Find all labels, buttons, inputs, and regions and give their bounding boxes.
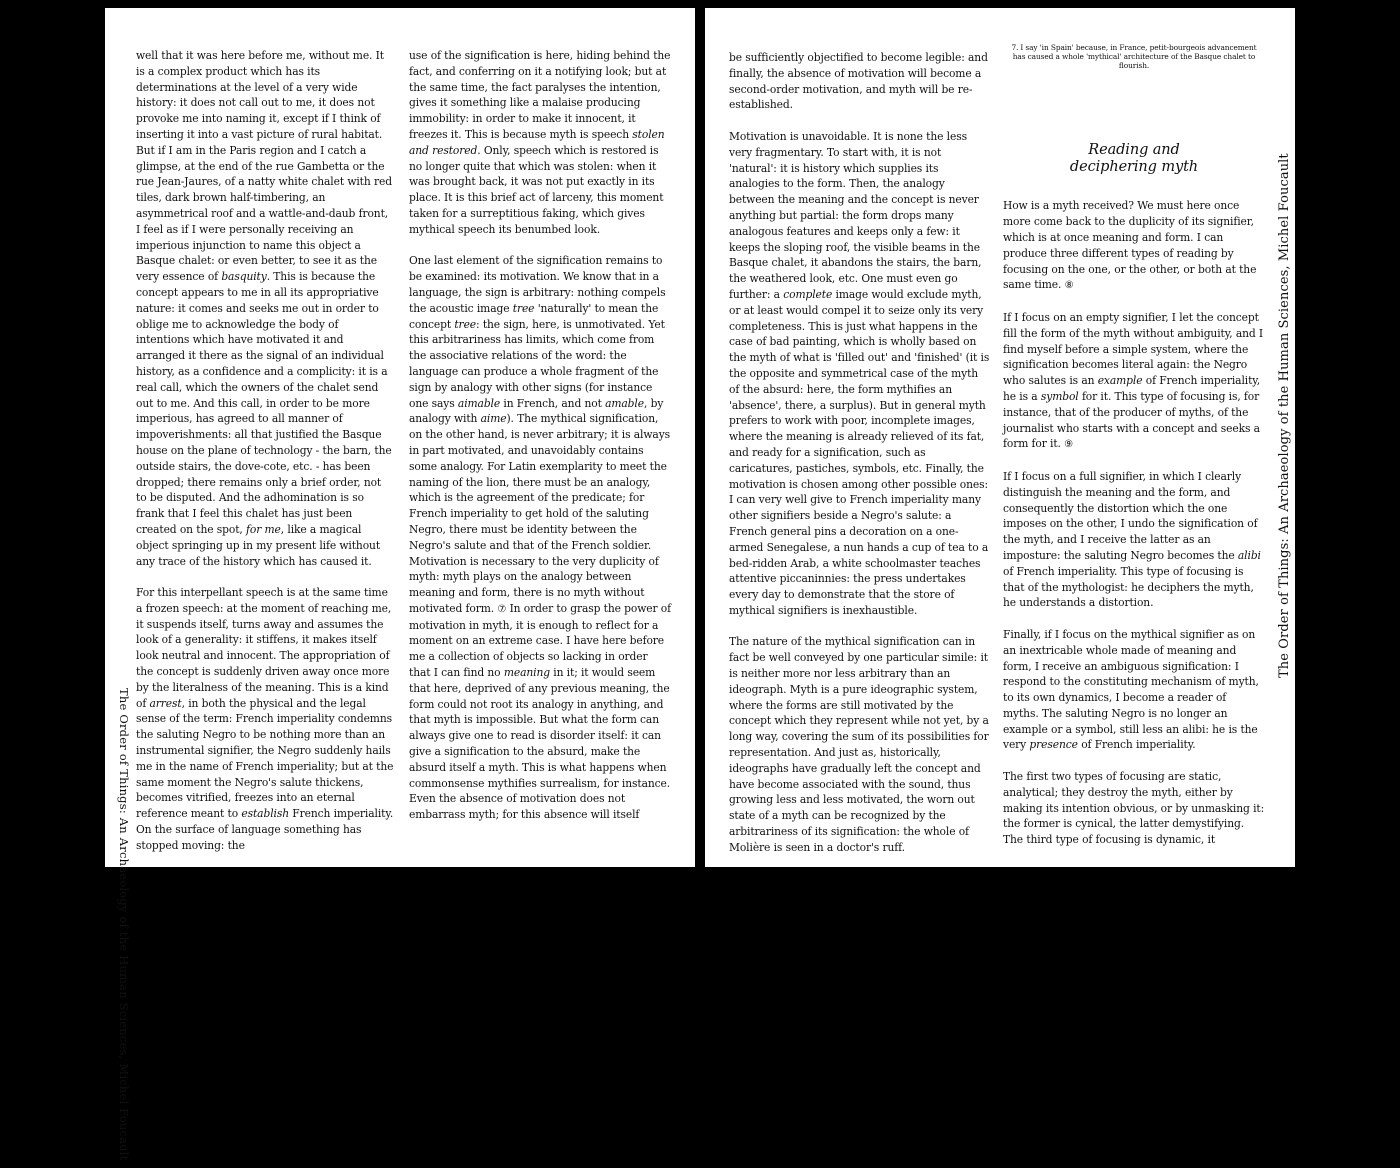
text-column-2 <box>409 48 671 853</box>
paragraph: use of the signification is here, hiding behind the fact, and conferring on it a notifying look; but at the same time, the fact paralyses the intention, gives it something like a malaise producing immobility: in order to make it innocent, it freezes it. This is because myth is speech stolen and restored. Only, speech which is restored is no longer quite that which was stolen: when it was brought back, it was not put exactly in its place. It is this brief act of larceny, this moment taken for a surreptitious faking, which gives mythical speech its benumbed look. <box>409 49 671 236</box>
paragraph: Motivation is unavoidable. It is none the less very fragmentary. To start with, it is not 'natural': it is history which supplies its analogies to the form. Then, the analogy between the meaning and the concept is never anything but partial: the form drops many analogous features and keeps only a few: it keeps the sloping roof, the visible beams in the Basque chalet, it abandons the stairs, the barn, the weathered look, etc. One must even go further: a complete image would exclude myth, or at least would compel it to seize only its very completeness. This is just what happens in the case of bad painting, which is wholly based on the myth of what is 'filled out' and 'finished' (it is the opposite and symmetrical case of the myth of the absurd: here, the form mythifies an 'absence', there, a surplus). But in general myth prefers to work with poor, incomplete images, where the meaning is already relieved of its fat, and ready for a signification, such as caricatures, pastiches, symbols, etc. Finally, the motivation is chosen among other possible ones: I can very well give to French imperiality many other signifiers beside a Negro's salute: a French general pins a decoration on a one-armed Senegalese, a nun hands a cup of tea to a bed-ridden Arab, a white schoolmaster teaches attentive piccaninnies: the press undertakes every day to demonstrate that the store of mythical signifiers is inexhaustible. <box>729 129 990 617</box>
left-page <box>105 8 695 1161</box>
paragraph: How is a myth received? We must here once more come back to the duplicity of its signifier, which is at once meaning and form. I can produce three different types of reading by focusing on the one, or the other, or both at the same time. ⑧ <box>1003 199 1257 292</box>
left-running-head: The Order of Things: An Archaeology of the Human Sciences, Michel Foucault <box>117 688 131 1161</box>
note-marker[interactable]: ⑦ <box>497 603 507 615</box>
paragraph: For this interpellant speech is at the same time a frozen speech: at the moment of reaching me, it suspends itself, turns away and assumes the look of a generality: it stiffens, it makes itself look neutral and innocent. The appropriation of the concept is suddenly driven away once more by the literalness of the meaning. This is a kind of arrest, in both the physical and the legal sense of the term: French imperiality condemns the saluting Negro to be nothing more than an instrumental signifier, the Negro suddenly hails me in the name of French imperiality; but at the same moment the Negro's salute thickens, becomes vitrified, freezes into an eternal reference meant to establish French imperiality. On the surface of language something has stopped moving: the <box>136 586 394 852</box>
text-column-3 <box>729 50 991 853</box>
text-column-4 <box>1003 44 1265 853</box>
footnote: 7. I say 'in Spain' because, in France, petit-bourgeois advancement has caused a whole 'mythical' architecture of the Basque chalet to flourish. <box>1011 43 1257 70</box>
right-running-head: The Order of Things: An Archaeology of the Human Sciences, Michel Foucault <box>1277 153 1292 678</box>
paragraph: The nature of the mythical signification can in fact be well conveyed by one particular simile: it is neither more nor less arbitrary than an ideograph. Myth is a pure ideographic system, where the forms are still motivated by the concept which they represent while not yet, by a long way, covering the sum of its possibilities for representation. And just as, historically, ideographs have gradually left the concept and have become associated with the sound, thus growing less and less motivated, the worn out state of a myth can be recognized by the arbitrariness of its signification: the whole of Molière is seen in a doctor's ruff. <box>729 635 989 854</box>
paragraph: be sufficiently objectified to become legible: and finally, the absence of motivation will become a second-order motivation, and myth will be re-established. <box>729 51 988 112</box>
footnote-number: 7. <box>1011 43 1019 52</box>
paragraph: The first two types of focusing are static, analytical; they destroy the myth, either by making its intention obvious, or by unmasking it: the former is cynical, the latter demystifying. The third type of focusing is dynamic, it <box>1003 770 1265 847</box>
note-marker[interactable]: ⑨ <box>1064 439 1074 451</box>
paragraph: One last element of the signification remains to be examined: its motivation. We know that in a language, the sign is arbitrary: nothing compels the acoustic image tree 'naturally' to mean the concept tree: the sign, here, is unmotivated. Yet this arbitrariness has limits, which come from the associative relations of the word: the language can produce a whole fragment of the sign by analogy with other signs (for instance one says aimable in French, and not amable, by analogy with aime). The mythical signification, on the other hand, is never arbitrary; it is always in part motivated, and unavoidably contains some analogy. For Latin exemplarity to meet the naming of the lion, there must be an analogy, which is the agreement of the predicate; for French imperiality to get hold of the saluting Negro, there must be identity between the Negro's salute and that of the French soldier. Motivation is necessary to the very duplicity of myth: myth plays on the analogy between meaning and form, there is no myth without motivated form. ⑦ In order to grasp the power of motivation in myth, it is enough to reflect for a moment on an extreme case. I have here before me a collection of objects so lacking in order that I can find no meaning in it; it would seem that here, deprived of any previous meaning, the form could not root its analogy in anything, and that myth is impossible. But what the form can always give one to read is disorder itself: it can give a signification to the absurd, make the absurd itself a myth. This is what happens when commonsense mythifies surrealism, for instance. Even the absence of motivation does not embarrass myth; for this absence will itself <box>409 254 671 822</box>
right-page <box>705 8 1295 867</box>
text-column-1 <box>136 48 394 853</box>
paragraph: well that it was here before me, without me. It is a complex product which has its determinations at the level of a very wide history: it does not call out to me, it does not provoke me into naming it, except if I think of inserting it into a vast picture of rural habitat. But if I am in the Paris region and I catch a glimpse, at the end of the rue Gambetta or the rue Jean-Jaures, of a natty white chalet with red tiles, dark brown half-timbering, an asymmetrical roof and a wattle-and-daub front, I feel as if I were personally receiving an imperious injunction to name this object a Basque chalet: or even better, to see it as the very essence of basquity. This is because the concept appears to me in all its appropriative nature: it comes and seeks me out in order to oblige me to acknowledge the body of intentions which have motivated it and arranged it there as the signal of an individual history, as a confidence and a complicity: it is a real call, which the owners of the chalet send out to me. And this call, in order to be more imperious, has agreed to all manner of impoverishments: all that justified the Basque house on the plane of technology - the barn, the outside stairs, the dove-cote, etc. - has been dropped; there remains only a brief order, not to be disputed. And the adhomination is so frank that I feel this chalet has just been created on the spot, for me, like a magical object springing up in my present life without any trace of the history which has caused it. <box>136 49 392 568</box>
paragraph: If I focus on a full signifier, in which I clearly distinguish the meaning and the form, and consequently the distortion which the one imposes on the other, I undo the signification of the myth, and I receive the latter as an imposture: the saluting Negro becomes the alibi of French imperiality. This type of focusing is that of the mythologist: he deciphers the myth, he understands a distortion. <box>1003 469 1261 610</box>
paragraph: If I focus on an empty signifier, I let the concept fill the form of the myth without ambiguity, and I find myself before a simple system, where the signification becomes literal again: the Negro who salutes is an example of French imperiality, he is a symbol for it. This type of focusing is, for instance, that of the producer of myths, of the journalist who starts with a concept and seeks a form for it. ⑨ <box>1003 310 1264 451</box>
section-heading: Reading and deciphering myth <box>1069 142 1199 176</box>
spread-gutter <box>695 8 705 867</box>
paragraph: Finally, if I focus on the mythical signifier as on an inextricable whole made of meaning and form, I receive an ambiguous signification: I respond to the constituting mechanism of myth, to its own dynamics, I become a reader of myths. The saluting Negro is no longer an example or a symbol, still less an alibi: he is the very presence of French imperiality. <box>1003 627 1259 752</box>
note-marker[interactable]: ⑧ <box>1064 280 1074 292</box>
